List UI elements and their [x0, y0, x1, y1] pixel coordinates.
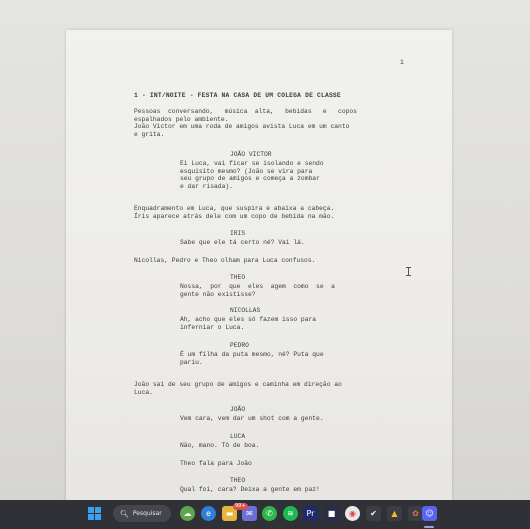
widgets-icon[interactable]: ☁: [180, 506, 195, 521]
dialogue-block: Sabe que ele tá certo né? Vai lá.: [180, 239, 305, 246]
character-name: NICOLLAS: [230, 307, 261, 314]
active-app-indicator: [424, 526, 434, 528]
app-check-icon[interactable]: ✔: [366, 506, 381, 521]
character-name: IRIS: [230, 230, 246, 237]
whatsapp-icon[interactable]: ✆: [262, 506, 277, 521]
discord-icon[interactable]: ☺: [422, 506, 437, 521]
edge-browser-icon[interactable]: e: [201, 506, 216, 521]
search-label: Pesquisar: [132, 510, 162, 517]
file-explorer-icon[interactable]: ▬: [222, 506, 237, 521]
dialogue-block: Vem cara, vem dar um shot com a gente.: [180, 415, 324, 422]
character-name: LUCA: [230, 433, 246, 440]
character-name: THEO: [230, 274, 246, 281]
page-number: 1: [400, 59, 404, 66]
windows-start-icon[interactable]: [88, 507, 101, 520]
character-name: JOÃO: [230, 406, 246, 413]
character-name: JOÃO VICTOR: [230, 151, 272, 158]
taskbar-search[interactable]: [113, 505, 171, 522]
action-block: Nicollas, Pedro e Theo olham para Luca confusos.: [134, 257, 316, 264]
action-block: Enquadramento em Luca, que suspira e abaixa a cabeça. Íris aparece atrás dele com um copo de bebida na mão.: [134, 205, 335, 220]
chrome-icon[interactable]: ◉: [345, 506, 360, 521]
notification-badge: 99+: [235, 503, 246, 509]
taskbar: [0, 500, 530, 529]
script-page: [66, 30, 452, 510]
scene-heading: 1 - INT/NOITE - FESTA NA CASA DE UM COLEGA DE CLASSE: [134, 92, 341, 99]
dialogue-block: Nossa, por que eles agem como se a gente não existisse?: [180, 283, 335, 298]
character-name: THEO: [230, 477, 246, 484]
spotify-icon[interactable]: ≋: [283, 506, 298, 521]
dialogue-block: Não, mano. Tô de boa.: [180, 442, 260, 449]
chat-icon[interactable]: ✉: [242, 506, 257, 521]
action-block: João sai de seu grupo de amigos e caminha em direção ao Luca.: [134, 381, 342, 396]
media-icon[interactable]: ■: [324, 506, 339, 521]
dialogue-block: Theo fala para João: [180, 460, 252, 467]
action-block: Pessoas conversando, música alta, bebidas e copos espalhados pelo ambiente. João Victor em uma roda de amigos avista Luca em um canto e grita.: [134, 108, 357, 138]
character-name: PEDRO: [230, 342, 249, 349]
dialogue-block: Qual foi, cara? Deixa a gente em paz!: [180, 486, 320, 493]
dialogue-block: É um filha da puta mesmo, né? Puta que pariu.: [180, 351, 324, 366]
dialogue-block: Ei Luca, vai ficar se isolando e sendo esquisito mesmo? (João se vira para seu grupo de amigos e começa a zombar e dar risada).: [180, 160, 324, 190]
search-icon: 🔍︎: [120, 509, 129, 518]
text-cursor-icon: [408, 267, 409, 276]
photos-icon[interactable]: ✿: [408, 506, 423, 521]
drive-icon[interactable]: ▲: [387, 506, 402, 521]
premiere-icon[interactable]: Pr: [303, 506, 318, 521]
dialogue-block: Ah, acho que eles só fazem isso para inferniar o Luca.: [180, 316, 317, 331]
